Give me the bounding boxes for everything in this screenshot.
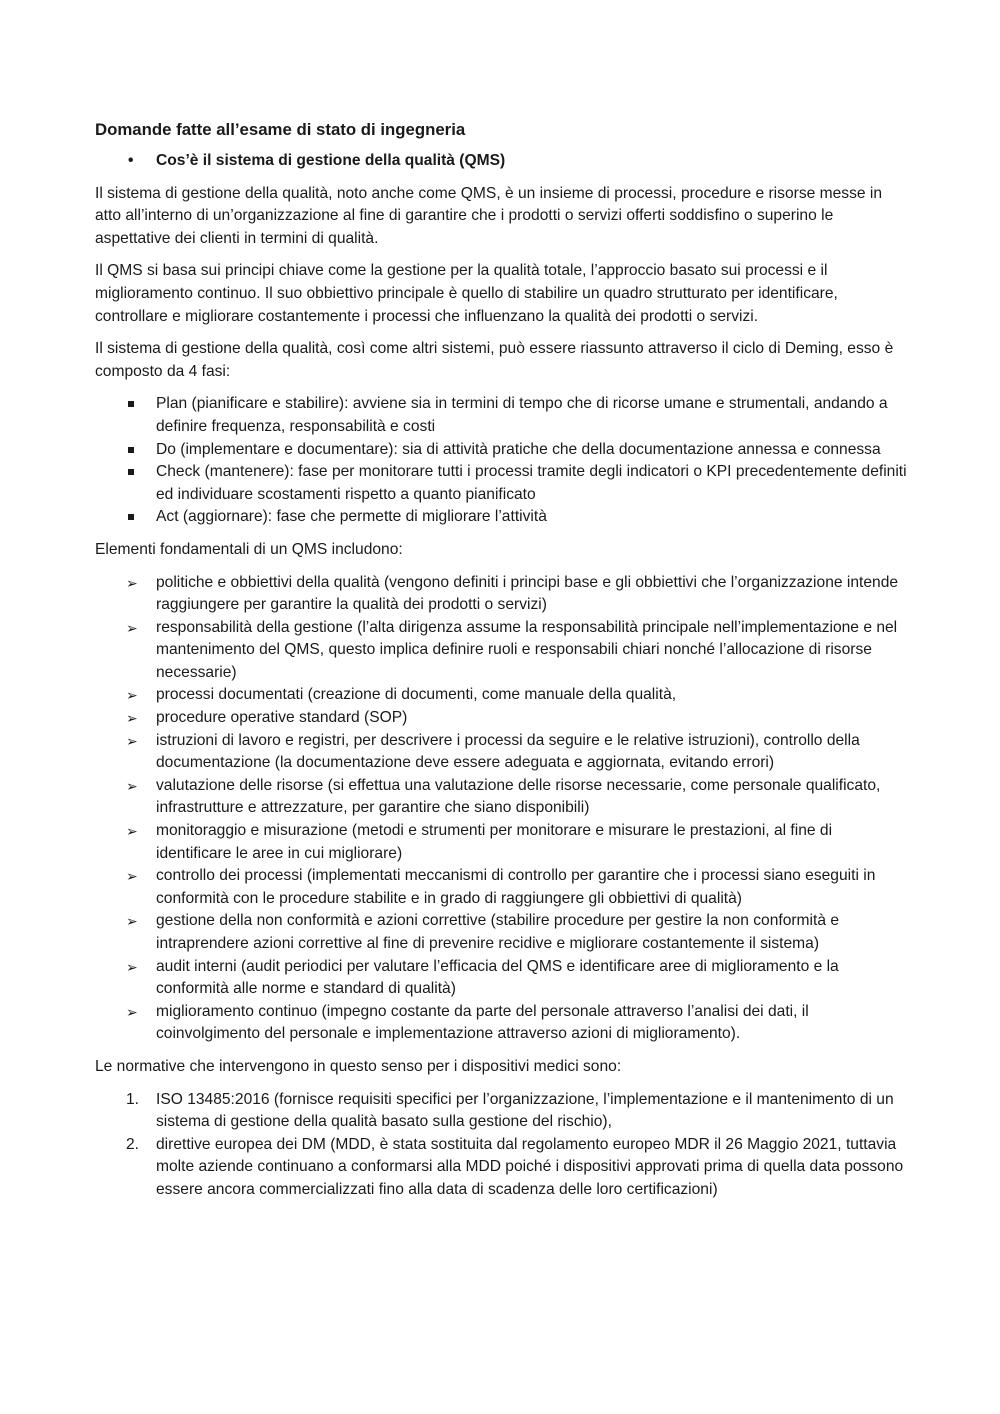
square-bullet-icon: [128, 469, 134, 475]
square-bullet-icon: [128, 447, 134, 453]
bullet-dot-icon: •: [128, 152, 134, 169]
paragraph-deming-intro: Il sistema di gestione della qualità, così come altri sistemi, può essere riassunto attraverso il ciclo di Deming, esso è composto da 4 fasi:: [95, 340, 894, 380]
list-item: 2. direttive europea dei DM (MDD, è stata sostituita dal regolamento europeo MDR il 26 Maggio 2021, tuttavia molte aziende continuano a conformarsi alla MDD poiché i dispositivi approvati prima di quella data possono essere ancora commercializzati fino alla data di scadenza delle loro certificazioni): [126, 1135, 904, 1198]
arrow-bullet-icon: ➢: [126, 732, 138, 749]
arrow-bullet-icon: ➢: [126, 687, 138, 704]
list-item: Do (implementare e documentare): sia di attività pratiche che della documentazione annessa e connessa: [95, 439, 907, 462]
paragraph-elements-intro: Elementi fondamentali di un QMS includono:: [95, 540, 403, 558]
arrow-bullet-icon: ➢: [126, 777, 138, 794]
list-item: 1. ISO 13485:2016 (fornisce requisiti specifici per l’organizzazione, l’implementazione e il mantenimento di un sistema di gestione della qualità basato sulla gestione del rischio),: [126, 1090, 894, 1131]
document-title: Domande fatte all’esame di stato di ingegneria: [95, 120, 466, 139]
list-number: 1.: [126, 1090, 140, 1108]
list-item: ➢ audit interni (audit periodici per valutare l’efficacia del QMS e identificare aree di miglioramento e la conformità alle norme e standard di qualità): [126, 957, 839, 998]
arrow-bullet-icon: ➢: [126, 868, 138, 885]
arrow-bullet-icon: ➢: [126, 823, 138, 840]
list-item: Plan (pianificare e stabilire): avviene sia in termini di tempo che di ricorse umane e strumentali, andando a definire frequenza, responsabilità e costi: [95, 393, 907, 438]
arrow-bullet-icon: ➢: [126, 913, 138, 930]
arrow-bullet-icon: ➢: [126, 619, 138, 636]
question-text: Cos’è il sistema di gestione della qualità (QMS): [156, 152, 506, 169]
paragraph-norms-intro: Le normative che intervengono in questo senso per i dispositivi medici sono:: [95, 1057, 622, 1075]
list-item: ➢ istruzioni di lavoro e registri, per descrivere i processi da seguire e le relative istruzioni), controllo della documentazione (la documentazione deve essere adeguata e aggiornata, evitando errori): [126, 731, 860, 772]
list-item: ➢ politiche e obbiettivi della qualità (vengono definiti i principi base e gli obbiettivi che l’organizzazione intende raggiungere per garantire la qualità dei prodotti o servizi): [126, 573, 899, 614]
document-page: [95, 118, 907, 1212]
norms-list: [95, 1089, 907, 1202]
list-item: ➢ procedure operative standard (SOP): [95, 707, 907, 730]
list-item: ➢ processi documentati (creazione di documenti, come manuale della qualità,: [95, 684, 907, 707]
list-item: ➢ gestione della non conformità e azioni correttive (stabilire procedure per gestire la non conformità e intraprendere azioni correttive al fine di prevenire recidive e migliorare costantemente il sistema): [126, 912, 840, 952]
deming-phase-list: [95, 393, 907, 529]
arrow-bullet-icon: ➢: [126, 710, 138, 727]
square-bullet-icon: [128, 401, 134, 407]
list-item: Check (mantenere): fase per monitorare tutti i processi tramite degli indicatori o KPI precedentemente definiti ed individuare scostamenti rispetto a quanto pianificato: [95, 461, 907, 506]
list-item: ➢ miglioramento continuo (impegno costante da parte del personale attraverso l’analisi dei dati, il coinvolgimento del personale e implementazione attraverso azioni di miglioramento).: [126, 1002, 809, 1043]
paragraph-qms-principles: Il QMS si basa sui principi chiave come la gestione per la qualità totale, l’approccio basato sui processi e il miglioramento continuo. Il suo obbiettivo principale è quello di stabilire un quadro strutturato per identificare, controllare e migliorare costantemente i processi che influenzano la qualità dei prodotti o servizi.: [95, 262, 838, 325]
list-item: ➢ monitoraggio e misurazione (metodi e strumenti per monitorare e misurare le prestazioni, al fine di identificare le aree in cui migliorare): [126, 822, 833, 862]
paragraph-qms-definition: Il sistema di gestione della qualità, noto anche come QMS, è un insieme di processi, procedure e risorse messe in atto all’interno di un’organizzazione al fine di garantire che i prodotti o servizi offerti soddisfino o superino le aspettative dei clienti in termini di qualità.: [95, 184, 883, 247]
arrow-bullet-icon: ➢: [126, 958, 138, 975]
list-item: Act (aggiornare): fase che permette di migliorare l’attività: [95, 506, 907, 529]
list-item: ➢ controllo dei processi (implementati meccanismi di controllo per garantire che i processi siano eseguiti in conformità con le procedure stabilite e in grado di raggiungere gli obbiettivi di qualità): [126, 867, 876, 907]
question-heading: [95, 150, 907, 173]
list-number: 2.: [126, 1135, 140, 1153]
arrow-bullet-icon: ➢: [126, 1003, 138, 1020]
list-item: ➢ valutazione delle risorse (si effettua una valutazione delle risorse necessarie, come personale qualificato, infrastrutture e attrezzature, per garantire che siano disponibili): [126, 776, 881, 817]
arrow-bullet-icon: ➢: [126, 574, 138, 591]
list-item: ➢ responsabilità della gestione (l’alta dirigenza assume la responsabilità principale nell’implementazione e nel mantenimento del QMS, questo implica definire ruoli e responsabili chiari nonché l’allocazione di risorse necessarie): [126, 618, 898, 681]
qms-elements-list: [95, 572, 907, 1046]
square-bullet-icon: [128, 514, 134, 520]
